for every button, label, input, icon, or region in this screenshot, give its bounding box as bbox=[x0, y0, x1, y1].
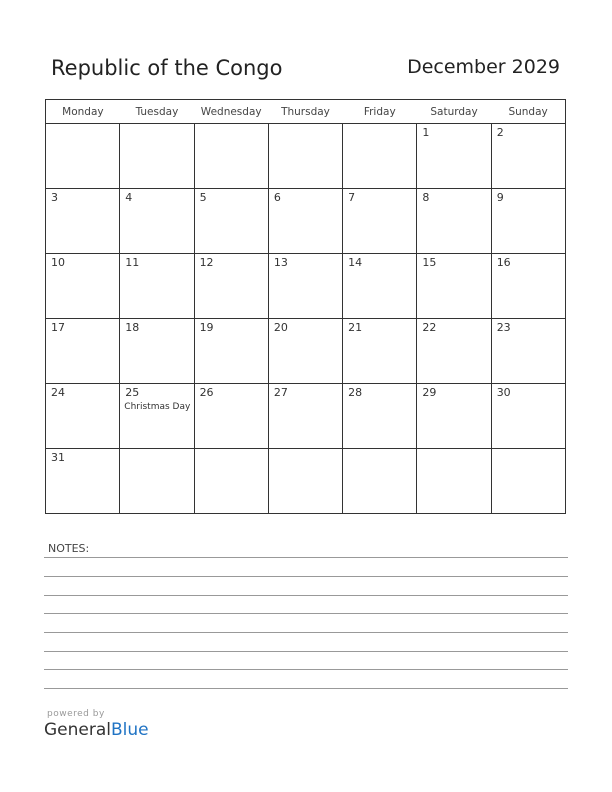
day-cell[interactable] bbox=[268, 449, 342, 514]
day-cell[interactable] bbox=[417, 449, 491, 514]
day-number: 13 bbox=[273, 256, 288, 269]
day-cell[interactable] bbox=[194, 254, 268, 319]
day-number: 23 bbox=[496, 321, 511, 334]
day-cell[interactable] bbox=[120, 449, 194, 514]
day-number: 21 bbox=[348, 321, 363, 334]
day-cell[interactable] bbox=[194, 319, 268, 384]
day-number: 30 bbox=[496, 386, 511, 399]
day-number bbox=[195, 449, 268, 451]
day-cell[interactable] bbox=[46, 254, 120, 319]
day-number: 8 bbox=[422, 191, 430, 204]
weekday-header-row bbox=[46, 100, 566, 124]
day-cell[interactable] bbox=[46, 449, 120, 514]
weekday-monday: Monday bbox=[46, 100, 120, 124]
weekday-sunday: Sunday bbox=[491, 100, 565, 124]
weekday-thursday: Thursday bbox=[268, 100, 342, 124]
weekday-saturday: Saturday bbox=[417, 100, 491, 124]
notes-line bbox=[44, 613, 568, 614]
powered-by-text: powered by bbox=[47, 709, 105, 719]
calendar-grid bbox=[45, 99, 566, 514]
week-row bbox=[46, 189, 566, 254]
day-cell[interactable] bbox=[343, 124, 417, 189]
day-cell[interactable] bbox=[417, 319, 491, 384]
day-cell[interactable] bbox=[120, 319, 194, 384]
week-row bbox=[46, 384, 566, 449]
day-number: 5 bbox=[199, 191, 207, 204]
notes-label: NOTES: bbox=[48, 542, 90, 555]
notes-line bbox=[44, 557, 568, 558]
day-number: 29 bbox=[422, 386, 437, 399]
day-number: 17 bbox=[51, 321, 65, 334]
day-number: 20 bbox=[273, 321, 288, 334]
day-number: 1 bbox=[422, 126, 430, 139]
day-number bbox=[269, 124, 342, 126]
brand-blue: Blue bbox=[111, 720, 149, 740]
day-number bbox=[195, 124, 268, 126]
day-cell[interactable] bbox=[417, 124, 491, 189]
day-number: 31 bbox=[51, 451, 65, 464]
day-number: 10 bbox=[51, 256, 65, 269]
notes-line bbox=[44, 688, 568, 689]
notes-line bbox=[44, 576, 568, 577]
day-cell[interactable] bbox=[491, 384, 565, 449]
day-cell[interactable] bbox=[46, 124, 120, 189]
day-number: 25 bbox=[125, 386, 140, 399]
day-cell[interactable] bbox=[120, 124, 194, 189]
day-cell[interactable] bbox=[194, 124, 268, 189]
day-number: 16 bbox=[496, 256, 511, 269]
holiday-event: Christmas Day bbox=[124, 402, 191, 412]
day-cell[interactable] bbox=[268, 254, 342, 319]
day-number: 6 bbox=[273, 191, 281, 204]
day-number: 24 bbox=[51, 386, 65, 399]
notes-line bbox=[44, 632, 568, 633]
day-cell[interactable] bbox=[120, 254, 194, 319]
day-number: 15 bbox=[422, 256, 437, 269]
day-cell[interactable] bbox=[343, 449, 417, 514]
day-cell[interactable] bbox=[491, 449, 565, 514]
day-number: 26 bbox=[199, 386, 214, 399]
day-cell[interactable] bbox=[343, 189, 417, 254]
week-row bbox=[46, 254, 566, 319]
notes-line bbox=[44, 651, 568, 652]
notes-line bbox=[44, 595, 568, 596]
day-cell[interactable] bbox=[491, 254, 565, 319]
day-cell[interactable] bbox=[268, 319, 342, 384]
day-cell[interactable] bbox=[46, 384, 120, 449]
day-number: 11 bbox=[125, 256, 140, 269]
day-cell[interactable] bbox=[194, 449, 268, 514]
day-cell[interactable] bbox=[417, 384, 491, 449]
weekday-tuesday: Tuesday bbox=[120, 100, 194, 124]
day-number: 12 bbox=[199, 256, 214, 269]
day-cell[interactable] bbox=[343, 254, 417, 319]
month-year-title: December 2029 bbox=[407, 56, 560, 78]
day-number: 28 bbox=[348, 386, 363, 399]
day-number bbox=[417, 449, 490, 451]
day-number: 22 bbox=[422, 321, 437, 334]
day-cell[interactable] bbox=[417, 254, 491, 319]
day-cell[interactable] bbox=[194, 384, 268, 449]
day-cell[interactable] bbox=[268, 124, 342, 189]
day-number bbox=[343, 124, 416, 126]
week-row bbox=[46, 124, 566, 189]
day-cell[interactable] bbox=[268, 189, 342, 254]
week-row bbox=[46, 319, 566, 384]
day-cell[interactable] bbox=[268, 384, 342, 449]
day-number bbox=[120, 449, 193, 451]
day-number: 4 bbox=[125, 191, 133, 204]
day-number: 7 bbox=[348, 191, 356, 204]
day-cell[interactable] bbox=[491, 319, 565, 384]
day-cell[interactable] bbox=[120, 384, 194, 449]
brand-general: General bbox=[44, 720, 111, 740]
day-number bbox=[492, 449, 565, 451]
day-number: 3 bbox=[51, 191, 58, 204]
day-number bbox=[269, 449, 342, 451]
day-number bbox=[343, 449, 416, 451]
weekday-wednesday: Wednesday bbox=[194, 100, 268, 124]
brand-logo[interactable] bbox=[44, 720, 149, 740]
day-cell[interactable] bbox=[491, 124, 565, 189]
day-cell[interactable] bbox=[46, 189, 120, 254]
day-number: 18 bbox=[125, 321, 140, 334]
day-number: 2 bbox=[496, 126, 504, 139]
day-number bbox=[120, 124, 193, 126]
day-number: 19 bbox=[199, 321, 214, 334]
day-cell[interactable] bbox=[417, 189, 491, 254]
day-number: 9 bbox=[496, 191, 504, 204]
country-title: Republic of the Congo bbox=[51, 56, 283, 80]
weekday-friday: Friday bbox=[343, 100, 417, 124]
day-cell[interactable] bbox=[491, 189, 565, 254]
day-cell[interactable] bbox=[194, 189, 268, 254]
day-number bbox=[46, 124, 119, 126]
day-number: 27 bbox=[273, 386, 288, 399]
day-cell[interactable] bbox=[46, 319, 120, 384]
day-cell[interactable] bbox=[343, 319, 417, 384]
notes-line bbox=[44, 669, 568, 670]
day-number: 14 bbox=[348, 256, 363, 269]
week-row bbox=[46, 449, 566, 514]
day-cell[interactable] bbox=[120, 189, 194, 254]
day-cell[interactable] bbox=[343, 384, 417, 449]
